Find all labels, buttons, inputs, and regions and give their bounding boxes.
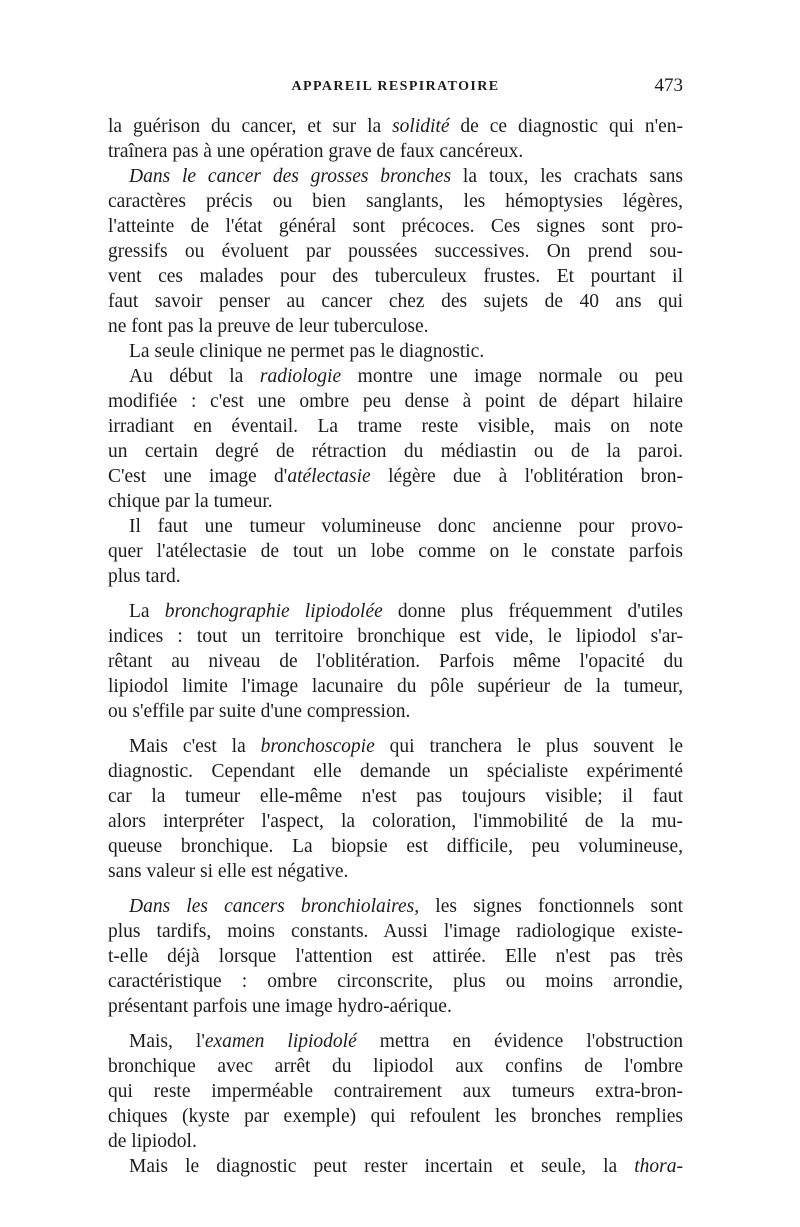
text-run: faut savoir penser au cancer chez des sujets de 40 ans qui [108,291,683,312]
text-line [108,649,683,674]
text-run: de ce diagnostic qui n'en- [449,116,683,137]
text-run: un certain degré de rétraction du médiastin ou de la paroi. [108,441,683,462]
text-run: ou s'effile par suite d'une compression. [108,701,411,722]
running-title: APPAREIL RESPIRATOIRE [291,79,500,94]
italic-term: radiologie [259,366,342,387]
text-line [108,1129,683,1154]
italic-term: bronchographie lipiodolée [164,601,383,622]
italic-term: examen lipiodolé [204,1031,357,1052]
text-run: Il faut une tumeur volumineuse donc ancienne pour provo- [129,516,683,537]
text-line [108,859,683,884]
text-line [108,784,683,809]
text-line [108,339,683,364]
text-run: la toux, les crachats sans [451,166,684,187]
text-run: diagnostic. Cependant elle demande un spécialiste expérimenté [108,761,683,782]
italic-term: thora- [634,1156,683,1177]
text-line [108,1154,683,1179]
text-run: car la tumeur elle-même n'est pas toujours visible; il faut [108,786,683,807]
text-run: rêtant au niveau de l'oblitération. Parfois même l'opacité du [108,651,683,672]
text-run: chiques (kyste par exemple) qui refoulent les bronches remplies [108,1106,683,1127]
text-line [108,1079,683,1104]
text-line [108,539,683,564]
text-run: mettra en évidence l'obstruction [356,1031,684,1052]
text-run: bronchique avec arrêt du lipiodol aux confins de l'ombre [108,1056,683,1077]
text-run: indices : tout un territoire bronchique est vide, le lipiodol s'ar- [108,626,683,647]
text-run: traînera pas à une opération grave de faux cancéreux. [108,141,524,162]
text-line [108,439,683,464]
text-run: , les signes fonctionnels sont [414,896,683,917]
text-run: t-elle déjà lorsque l'attention est attirée. Elle n'est pas très [108,946,683,967]
text-run: alors interpréter l'aspect, la coloration, l'immobilité de la mu- [108,811,683,832]
text-run: montre une image normale ou peu [341,366,683,387]
text-run: Mais c'est la [129,736,261,757]
text-line [108,289,683,314]
text-line [108,564,683,589]
page-number: 473 [654,75,683,96]
text-run: lipiodol limite l'image lacunaire du pôle supérieur de la tumeur, [108,676,683,697]
body-text [108,114,683,1179]
italic-term: bronchoscopie [260,736,375,757]
text-line [108,1054,683,1079]
text-line [108,1104,683,1129]
text-run: quer l'atélectasie de tout un lobe comme on le constate parfois [108,541,683,562]
text-line [108,759,683,784]
text-line [108,994,683,1019]
text-line [108,214,683,239]
text-run: caractères précis ou bien sanglants, les hémoptysies légères, [108,191,683,212]
text-line [108,894,683,919]
text-line [108,734,683,759]
text-run: sans valeur si elle est négative. [108,861,349,882]
text-run: qui reste imperméable contrairement aux tumeurs extra-bron- [108,1081,683,1102]
text-run: plus tard. [108,566,181,587]
text-line [108,114,683,139]
text-line [108,189,683,214]
text-line [108,809,683,834]
text-run: présentant parfois une image hydro-aérique. [108,996,452,1017]
text-line [108,1029,683,1054]
text-run: chique par la tumeur. [108,491,273,512]
italic-term: solidité [392,116,450,137]
italic-term: atélectasie [287,466,371,487]
text-run: La seule clinique ne permet pas le diagnostic. [129,341,485,362]
text-run: irradiant en éventail. La trame reste visible, mais on note [108,416,683,437]
text-run: La [129,601,165,622]
italic-term: Dans le cancer des grosses bronches [129,166,452,187]
text-run: plus tardifs, moins constants. Aussi l'image radiologique existe- [108,921,683,942]
text-run: Mais, l' [129,1031,205,1052]
text-line [108,599,683,624]
text-line [108,489,683,514]
text-line [108,674,683,699]
text-line [108,919,683,944]
text-line [108,239,683,264]
text-run: modifiée : c'est une ombre peu dense à point de départ hilaire [108,391,683,412]
text-line [108,139,683,164]
text-line [108,364,683,389]
text-run: gressifs ou évoluent par poussées successives. On prend sou- [108,241,683,262]
text-line [108,969,683,994]
text-line [108,414,683,439]
text-line [108,164,683,189]
italic-term: Dans les cancers bronchiolaires [129,896,415,917]
text-run: donne plus fréquemment d'utiles [382,601,683,622]
text-run: ne font pas la preuve de leur tuberculose. [108,316,429,337]
text-line [108,389,683,414]
text-line [108,514,683,539]
text-run: Au début la [129,366,260,387]
text-run: queuse bronchique. La biopsie est difficile, peu volumineuse, [108,836,683,857]
text-run: légère due à l'oblitération bron- [370,466,684,487]
text-run: la guérison du cancer, et sur la [108,116,393,137]
text-run: Mais le diagnostic peut rester incertain et seule, la [129,1156,635,1177]
text-run: qui tranchera le plus souvent le [374,736,683,757]
running-head [108,75,683,101]
text-line [108,834,683,859]
text-run: l'atteinte de l'état général sont précoces. Ces signes sont pro- [108,216,683,237]
text-run: de lipiodol. [108,1131,197,1152]
text-line [108,264,683,289]
text-line [108,624,683,649]
text-run: vent ces malades pour des tuberculeux frustes. Et pourtant il [108,266,683,287]
text-line [108,464,683,489]
text-line [108,314,683,339]
text-line [108,699,683,724]
text-run: C'est une image d' [108,466,288,487]
text-line [108,944,683,969]
text-run: caractéristique : ombre circonscrite, plus ou moins arrondie, [108,971,683,992]
